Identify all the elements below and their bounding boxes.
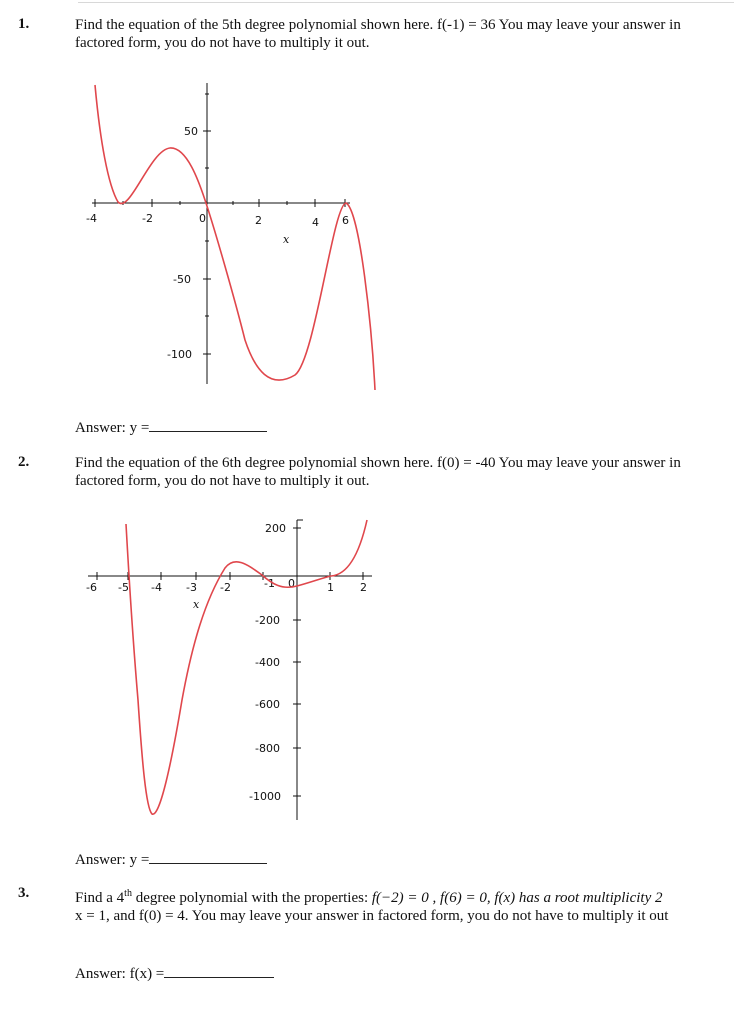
question-2-line-1: Find the equation of the 6th degree polynomial shown here. f(0) = -40 You may leave your answer in [75,455,681,471]
question-1-line-2: factored form, you do not have to multiply it out. [75,35,370,51]
graph-1-x-axis-label: x [283,233,290,246]
question-2-answer [75,849,267,869]
graph-2-x-tick: 1 [327,581,334,594]
graph-2-y-tick: -400 [255,656,280,669]
graph-2-x-tick: -2 [220,581,231,594]
graph-1-y-tick: 50 [184,125,198,138]
graph-2-x-axis-label: x [193,598,200,611]
graph-2-x-tick: -1 [264,577,275,590]
graph-2-y-tick: -800 [255,742,280,755]
graph-2-y-tick: -1000 [249,790,281,803]
graph-2-y-tick: 200 [265,522,286,535]
question-3-answer [75,963,274,983]
question-2-answer-blank[interactable] [149,849,267,864]
question-2-line-2: factored form, you do not have to multiply it out. [75,473,370,489]
question-2-number: 2. [18,454,30,470]
graph-2-x-tick: -4 [151,581,162,594]
graph-2-y-tick: -600 [255,698,280,711]
graph-2-curve [126,520,367,814]
question-3-number: 3. [18,885,30,901]
question-1-answer-label: Answer: y = [75,420,150,436]
graph-1-y-tick: -50 [173,273,191,286]
question-3-text [75,885,734,925]
graph-2-x-tick: -5 [118,581,129,594]
graph-1-x-tick: 0 [199,212,206,225]
graph-2-x-tick: 2 [360,581,367,594]
graph-2-y-tick: -200 [255,614,280,627]
question-3-answer-label: Answer: f(x) = [75,966,165,982]
question-3-answer-blank[interactable] [164,963,274,978]
graph-1-x-tick: 4 [312,216,319,229]
question-2-answer-label: Answer: y = [75,852,150,868]
graph-1-x-tick: 2 [255,214,262,227]
question-1-number: 1. [18,16,30,32]
graph-2-x-tick: -6 [86,581,97,594]
graph-1-x-tick: -4 [86,212,97,225]
question-1-line-1: Find the equation of the 5th degree polynomial shown here. f(-1) = 36 You may leave your answer in [75,17,681,33]
graph-1-y-tick: -100 [167,348,192,361]
graph-2-x-tick: -3 [186,581,197,594]
graph-1-x-tick: 6 [342,214,349,227]
question-3-line-1: Find a 4th degree polynomial with the properties: f(−2) = 0 , f(6) = 0, f(x) has a root multiplicity 2 [75,888,663,906]
graph-2-x-tick: 0 [288,577,295,590]
question-3-line-2: x = 1, and f(0) = 4. You may leave your answer in factored form, you do not have to multiply it out [75,908,669,924]
graph-1-x-tick: -2 [142,212,153,225]
